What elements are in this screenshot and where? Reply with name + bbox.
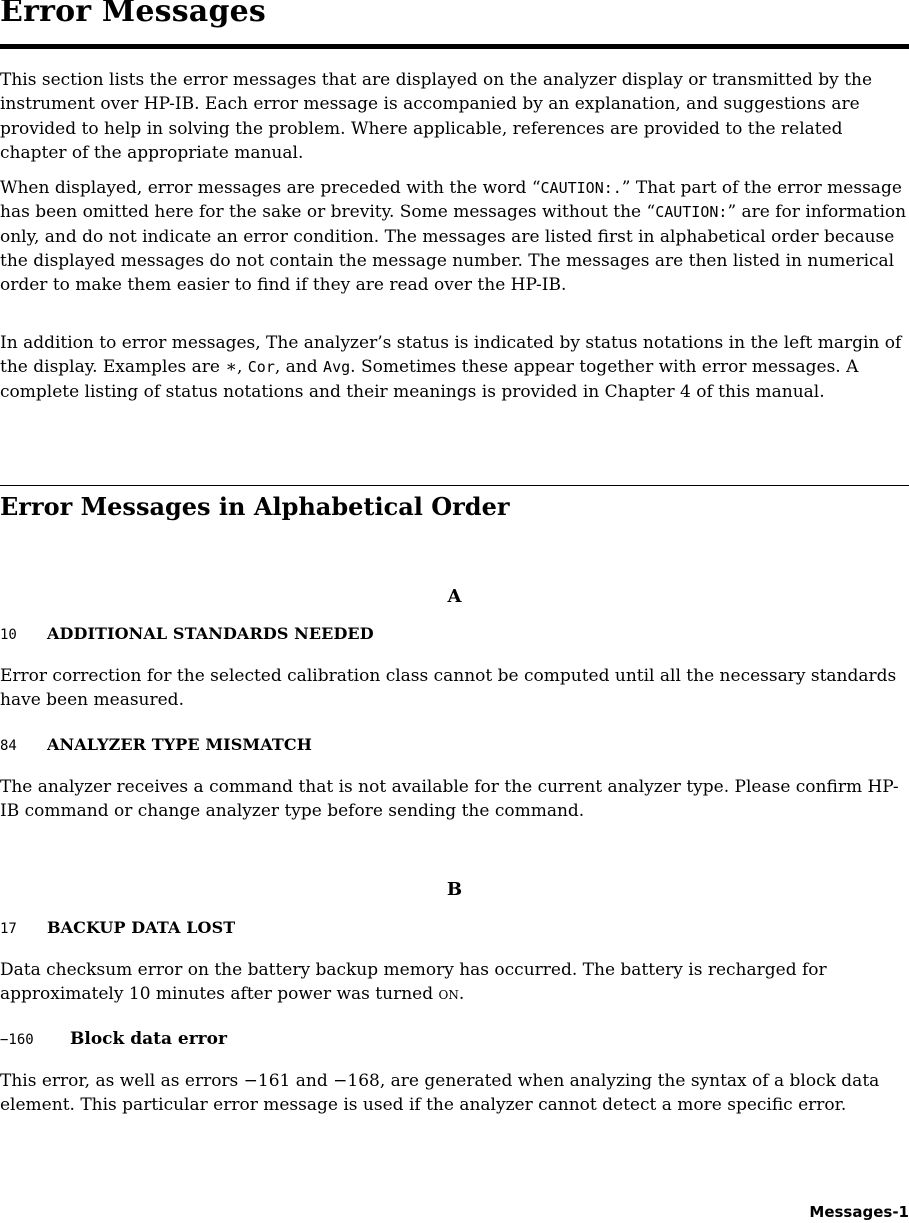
intro-p2-text-b: ” That part of the error message has been omitted here for the sake or brevity. Some messages without the “ [0, 178, 902, 223]
group-letter-b: B [446, 879, 463, 900]
entry-heading [0, 1029, 227, 1050]
caution-code-1: CAUTION:. [540, 179, 622, 197]
intro-p3-sep-1: , [236, 357, 248, 378]
intro-p2-text-c: ” are for information only, and do not indicate an error condition. The messages are listed first in alphabetical order because the displayed messages do not contain the message number. The messages are then listed in numerical order to make them easier to find if they are read over the HP-IB. [0, 202, 907, 296]
intro-paragraph-3 [0, 331, 909, 404]
entry-text-a: Data checksum error on the battery backup memory has occurred. The battery is recharged for approximately 10 minutes after power was turned [0, 960, 827, 1005]
status-avg: Avg [323, 358, 351, 377]
entry-description: Error correction for the selected calibration class cannot be computed until all the necessary standards have been measured. [0, 666, 897, 711]
page-title: Error Messages [0, 0, 267, 29]
entry-heading [0, 918, 235, 939]
intro-p2-text-a: When displayed, error messages are preceded with the word “ [0, 178, 541, 198]
entry-number: −160 [0, 1032, 34, 1048]
entry-name: ANALYZER TYPE MISMATCH [47, 735, 312, 754]
intro-p3-sep-2: , and [274, 357, 324, 378]
entry-number: 17 [0, 921, 17, 937]
page-footer: Messages-1 [809, 1203, 909, 1221]
entry-name: ADDITIONAL STANDARDS NEEDED [47, 624, 374, 643]
intro-p3-text-b: . Sometimes these appear together with error messages. A complete listing of status notations and their meanings is provided in Chapter 4 of this manual. [0, 357, 859, 402]
status-cor: Cor [247, 358, 275, 377]
entry-name: Block data error [70, 1029, 227, 1049]
entry-number: 10 [0, 627, 17, 643]
entry-text-b: . [458, 984, 465, 1005]
intro-paragraph-2 [0, 176, 909, 297]
entry-heading [0, 624, 374, 645]
group-letter-a: A [447, 586, 462, 607]
intro-p3-text-a: In addition to error messages, The analyzer’s status is indicated by status notations in the left margin of the display. Examples are [0, 333, 902, 378]
entry-description: The analyzer receives a command that is not available for the current analyzer type. Please confirm HP-IB command or change analyzer type before sending the command. [0, 777, 899, 822]
entry-name: BACKUP DATA LOST [47, 918, 236, 937]
intro-paragraph-1: This section lists the error messages that are displayed on the analyzer display or transmitted by the instrument over HP-IB. Each error message is accompanied by an explanation, and suggestions are provided to help in solving the problem. Where applicable, references are provided to the related chapter of the appropriate manual. [0, 70, 873, 163]
section-rule [0, 485, 909, 486]
power-key-label: on [438, 984, 459, 1005]
entry-description: This error, as well as errors −161 and −168, are generated when analyzing the syntax of a block data element. This particular error message is used if the analyzer cannot detect a more specific error. [0, 1071, 880, 1116]
entry-number: 84 [0, 738, 17, 754]
title-rule [0, 44, 909, 49]
section-title: Error Messages in Alphabetical Order [0, 492, 510, 521]
entry-heading [0, 735, 312, 756]
status-star: ∗ [225, 357, 237, 378]
entry-description [0, 958, 909, 1007]
caution-code-2: CAUTION: [655, 203, 728, 222]
